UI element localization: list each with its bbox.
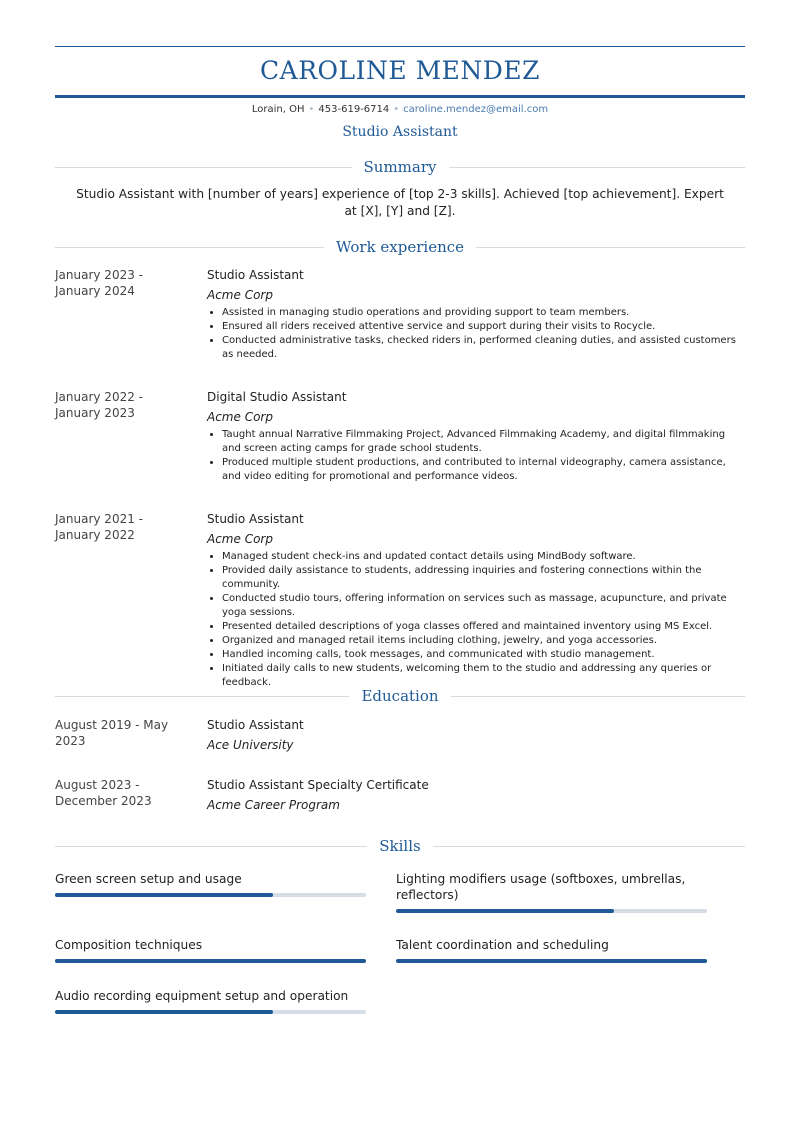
bullet-item: • Assisted in managing studio operations and providing support to team members.: [222, 306, 745, 320]
entry-degree: Studio Assistant: [207, 718, 304, 732]
summary-section-header: [55, 157, 745, 177]
work-section-header: [55, 237, 745, 257]
separator-dot-icon: •: [308, 104, 315, 115]
skill-label: Green screen setup and usage: [55, 872, 242, 886]
entry-institution: Acme Career Program: [207, 798, 340, 812]
date-end: January 2023: [55, 406, 135, 420]
date-start: August 2019 - May 2023: [55, 718, 169, 748]
entry-role: Studio Assistant: [207, 512, 304, 526]
skill-level-fill: [55, 1010, 273, 1014]
bullet-item: • Conducted administrative tasks, checked riders in, performed cleaning duties, and assisted customers as needed.: [222, 334, 745, 362]
skill-item: [55, 988, 366, 1014]
bullet-item: • Ensured all riders received attentive service and support during their visits to Rocycle.: [222, 320, 745, 334]
top-rule: [55, 46, 745, 47]
contact-line: [0, 104, 800, 115]
divider: [451, 696, 745, 697]
skills-section-header: [55, 836, 745, 856]
divider: [55, 167, 352, 168]
skill-level-fill: [396, 909, 614, 913]
bullet-item: • Presented detailed descriptions of yoga classes offered and maintained inventory using MS Excel.: [222, 620, 745, 634]
divider: [55, 696, 349, 697]
bullet-item: • Handled incoming calls, took messages, and communicated with studio management.: [222, 648, 745, 662]
phone: 453-619-6714: [318, 104, 390, 115]
date-start: January 2022 -: [55, 390, 143, 404]
section-title: Summary: [363, 158, 437, 176]
entry-body: [207, 717, 745, 753]
skill-level-fill: [55, 959, 366, 963]
candidate-name: CAROLINE MENDEZ: [260, 56, 540, 85]
entry-institution: Ace University: [207, 738, 294, 752]
education-section-header: [55, 686, 745, 706]
divider: [55, 846, 367, 847]
entry-organization: Acme Corp: [207, 410, 273, 424]
skill-item: [55, 871, 366, 897]
section-title: Education: [361, 687, 439, 705]
entry-body: [207, 511, 745, 690]
divider: [449, 167, 746, 168]
entry-organization: Acme Corp: [207, 532, 273, 546]
separator-dot-icon: •: [393, 104, 400, 115]
divider: [55, 247, 324, 248]
skill-label: Talent coordination and scheduling: [396, 938, 609, 952]
entry-role: Studio Assistant: [207, 268, 304, 282]
divider: [433, 846, 745, 847]
skill-label: Composition techniques: [55, 938, 203, 952]
entry-dates: [55, 267, 195, 299]
entry-dates: [55, 511, 195, 543]
bullet-item: • Provided daily assistance to students, addressing inquiries and fostering connections within the community.: [222, 564, 745, 592]
bullet-item: • Produced multiple student productions, and contributed to internal videography, camera assistance, and video editing for promotional and performance videos.: [222, 456, 745, 484]
name-underline: [55, 95, 745, 98]
entry-role: Digital Studio Assistant: [207, 390, 347, 404]
bullet-list: [207, 428, 745, 484]
skill-item: [55, 937, 366, 963]
entry-organization: Acme Corp: [207, 288, 273, 302]
divider: [476, 247, 745, 248]
skill-level-bar: [55, 1010, 366, 1014]
date-start: August 2023 -: [55, 778, 140, 792]
skill-level-fill: [396, 959, 707, 963]
entry-body: [207, 777, 745, 813]
skill-item: [396, 937, 707, 963]
entry-dates: [55, 777, 195, 809]
skill-level-bar: [396, 959, 707, 963]
skill-level-fill: [55, 893, 273, 897]
bullet-item: • Managed student check-ins and updated contact details using MindBody software.: [222, 550, 745, 564]
bullet-item: • Taught annual Narrative Filmmaking Project, Advanced Filmmaking Academy, and digital filmmaking and screen acting camps for grade school students.: [222, 428, 745, 456]
bullet-item: • Conducted studio tours, offering information on services such as massage, acupuncture, and private yoga sessions.: [222, 592, 745, 620]
section-title: Work experience: [335, 238, 465, 256]
bullet-list: [207, 306, 745, 362]
date-end: December 2023: [55, 794, 152, 808]
email-link[interactable]: caroline.mendez@email.com: [403, 104, 549, 115]
skill-level-bar: [55, 893, 366, 897]
skill-label: Lighting modifiers usage (softboxes, umbrellas, reflectors): [396, 872, 686, 902]
entry-body: [207, 389, 745, 484]
skill-level-bar: [396, 909, 707, 913]
skill-level-bar: [55, 959, 366, 963]
date-start: January 2023 -: [55, 268, 143, 282]
date-end: January 2022: [55, 528, 135, 542]
entry-degree: Studio Assistant Specialty Certificate: [207, 778, 429, 792]
summary-text: Studio Assistant with [number of years] experience of [top 2-3 skills]. Achieved [top achievement]. Expert at [X], [Y] and [Z].: [76, 187, 724, 218]
bullet-item: • Initiated daily calls to new students, welcoming them to the studio and addressing any queries or feedback.: [222, 662, 745, 690]
entry-body: [207, 267, 745, 362]
skill-item: [396, 871, 707, 913]
bullet-item: • Organized and managed retail items including clothing, jewelry, and yoga accessories.: [222, 634, 745, 648]
bullet-list: [207, 550, 745, 690]
date-end: January 2024: [55, 284, 135, 298]
entry-dates: [55, 389, 195, 421]
job-title: Studio Assistant: [342, 124, 458, 140]
entry-dates: [55, 717, 195, 749]
section-title: Skills: [379, 837, 421, 855]
skill-label: Audio recording equipment setup and operation: [55, 989, 349, 1003]
location: Lorain, OH: [251, 104, 305, 115]
date-start: January 2021 -: [55, 512, 143, 526]
